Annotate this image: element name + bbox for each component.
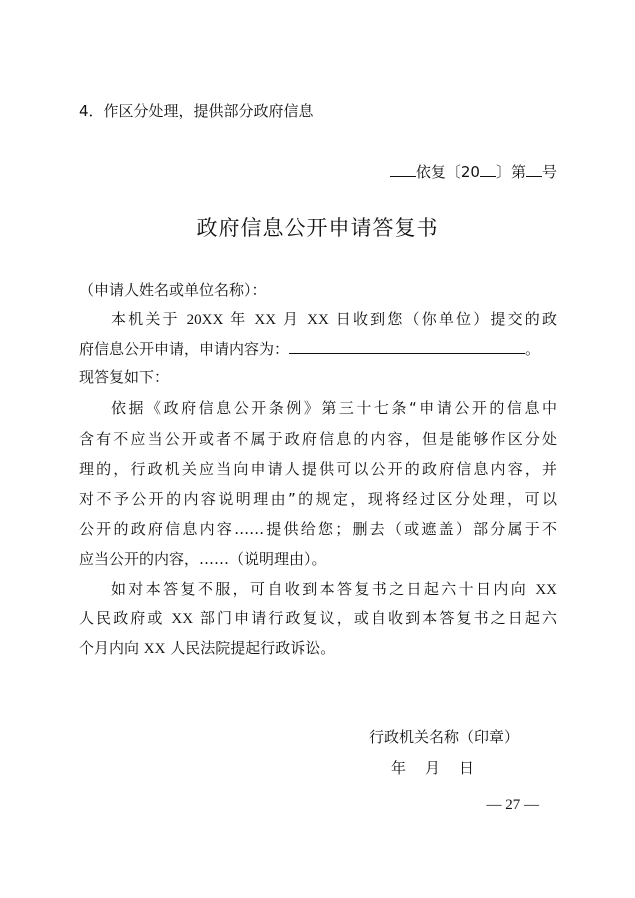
paragraph-1-line-3: 现答复如下： [79,368,170,386]
blank-line [289,338,525,354]
paragraph-2-line-1: 依据《政府信息公开条例》第三十七条“申请公开的信息中 [111,399,557,417]
paragraph-1-line-1: 本机关于 20XX 年 XX 月 XX 日收到您（你单位）提交的政 [111,310,557,328]
document-title: 政府信息公开申请答复书 [196,216,439,240]
page-number: — 27 — [486,797,539,813]
blank-line [390,161,416,177]
paragraph-2-line-2: 含有不应当公开或者不属于政府信息的内容，但是能够作区分处 [79,430,557,448]
salutation: （申请人姓名或单位名称）： [79,281,267,299]
paragraph-2-line-4: 对不予公开的内容说明理由”的规定，现将经过区分处理，可以 [79,490,557,508]
blank-line [480,161,496,177]
signature-date: 年 月 日 [391,759,477,777]
paragraph-3-line-1: 如对本答复不服，可自收到本答复书之日起六十日内向 XX [111,580,557,598]
paragraph-2-line-3: 理的，行政机关应当向申请人提供可以公开的政府信息内容，并 [79,460,557,478]
signature-organization: 行政机关名称（印章） [369,728,520,746]
paragraph-2-line-5: 公开的政府信息内容……提供给您；删去（或遮盖）部分属于不 [79,520,557,538]
paragraph-1-line-2: 府信息公开申请，申请内容为： 。 [79,340,541,358]
paragraph-2-line-6: 应当公开的内容，……（说明理由）。 [79,550,327,568]
paragraph-3-line-3: 个月内向 XX 人民法院提起行政诉讼。 [79,639,336,657]
blank-line [526,161,542,177]
paragraph-3-line-2: 人民政府或 XX 部门申请行政复议，或自收到本答复书之日起六 [79,609,557,627]
document-number: 依复〔20 〕第 号 [390,161,557,182]
section-heading: 4．作区分处理，提供部分政府信息 [79,102,314,120]
